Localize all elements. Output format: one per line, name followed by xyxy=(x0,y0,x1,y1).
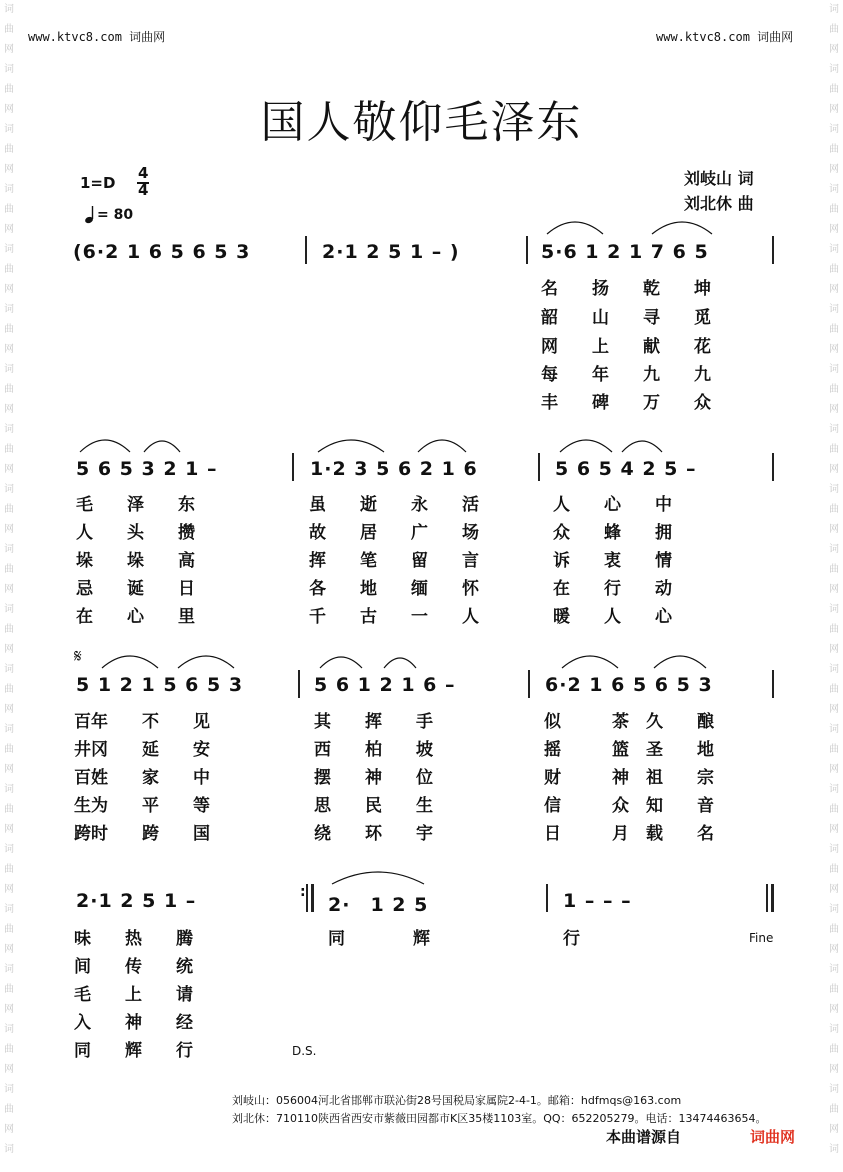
watermark-char: 词 xyxy=(829,124,839,135)
slur xyxy=(650,216,714,236)
composer-credit: 刘北休 曲 xyxy=(684,194,754,213)
lyric-line: 日 月 载 名 xyxy=(544,824,714,844)
quarter-note-icon xyxy=(84,205,96,229)
watermark-char: 曲 xyxy=(4,84,14,95)
watermark-char: 网 xyxy=(4,704,14,715)
watermark-char: 网 xyxy=(829,1004,839,1015)
slur xyxy=(100,650,160,670)
lyric-line: 同 辉 行 xyxy=(74,1041,193,1061)
lyric-line: 井冈 延 安 xyxy=(74,740,210,760)
watermark-char: 网 xyxy=(4,1004,14,1015)
watermark-char: 曲 xyxy=(829,804,839,815)
slur xyxy=(382,650,418,670)
watermark-char: 网 xyxy=(829,284,839,295)
watermark-char: 曲 xyxy=(4,1044,14,1055)
watermark-char: 网 xyxy=(4,944,14,955)
watermark-char: 曲 xyxy=(4,984,14,995)
watermark-char: 曲 xyxy=(829,1104,839,1115)
watermark-char: 词 xyxy=(4,244,14,255)
watermark-char: 曲 xyxy=(829,864,839,875)
watermark-char: 词 xyxy=(829,724,839,735)
lyric-line: 名 扬 乾 坤 xyxy=(541,279,711,299)
watermark-char: 网 xyxy=(4,884,14,895)
measure-notes: 1 – – – xyxy=(563,890,632,912)
watermark-char: 词 xyxy=(829,664,839,675)
lyric-line: 百姓 家 中 xyxy=(74,768,210,788)
lyric-line: 行 xyxy=(563,929,580,949)
watermark-char: 网 xyxy=(4,104,14,115)
lyric-line: 每 年 九 九 xyxy=(541,365,711,385)
measure-notes: 5·6 1 2 1 7 6 5 xyxy=(541,241,709,263)
watermark-char: 网 xyxy=(4,464,14,475)
watermark-char: 网 xyxy=(829,104,839,115)
lyric-line: 众 蜂 拥 xyxy=(553,523,672,543)
slur xyxy=(652,650,708,670)
watermark-char: 网 xyxy=(829,524,839,535)
watermark-char: 曲 xyxy=(4,864,14,875)
watermark-char: 网 xyxy=(4,44,14,55)
watermark-char: 曲 xyxy=(4,504,14,515)
watermark-char: 词 xyxy=(4,184,14,195)
lyricist-credit: 刘岐山 词 xyxy=(684,169,754,188)
watermark-char: 词 xyxy=(4,364,14,375)
barline xyxy=(528,670,530,698)
barline xyxy=(305,236,307,264)
barline xyxy=(292,453,294,481)
watermark-char: 网 xyxy=(829,164,839,175)
measure-notes: 5 1 2 1 5 6 5 3 xyxy=(76,674,244,696)
barline xyxy=(546,884,548,912)
time-signature-bottom: 4 xyxy=(138,181,149,199)
watermark-char: 曲 xyxy=(829,984,839,995)
watermark-char: 网 xyxy=(4,164,14,175)
repeat-dots: : xyxy=(300,884,306,900)
watermark-char: 网 xyxy=(4,404,14,415)
watermark-char: 网 xyxy=(4,1064,14,1075)
watermark-char: 词 xyxy=(4,4,14,15)
brand-logo[interactable]: 词曲网 xyxy=(750,1128,796,1146)
barline xyxy=(772,453,774,481)
watermark-char: 曲 xyxy=(829,564,839,575)
watermark-char: 曲 xyxy=(4,924,14,935)
slur xyxy=(620,434,664,454)
measure-notes: (6·2 1 6 5 6 5 3 xyxy=(73,241,251,263)
slur xyxy=(176,650,236,670)
watermark-char: 曲 xyxy=(4,444,14,455)
lyric-line: 信 众 知 音 xyxy=(544,796,714,816)
watermark-char: 网 xyxy=(829,644,839,655)
lyric-line: 摆 神 位 xyxy=(314,768,433,788)
watermark-char: 曲 xyxy=(4,24,14,35)
watermark-char: 词 xyxy=(4,964,14,975)
slur xyxy=(558,434,614,454)
watermark-char: 网 xyxy=(829,584,839,595)
lyric-line: 网 上 献 花 xyxy=(541,337,711,357)
watermark-char: 词 xyxy=(4,664,14,675)
watermark-char: 曲 xyxy=(4,624,14,635)
barline xyxy=(766,884,768,912)
watermark-char: 网 xyxy=(4,824,14,835)
slur xyxy=(78,434,132,454)
site-url-left[interactable]: www.ktvc8.com 词曲网 xyxy=(28,30,166,44)
watermark-char: 曲 xyxy=(4,564,14,575)
watermark-char: 曲 xyxy=(829,1044,839,1055)
right-watermark-strip xyxy=(827,0,841,1172)
barline xyxy=(538,453,540,481)
watermark-char: 词 xyxy=(4,1084,14,1095)
measure-notes: 2·1 2 5 1 – ) xyxy=(322,241,460,263)
watermark-char: 网 xyxy=(829,944,839,955)
watermark-char: 曲 xyxy=(829,264,839,275)
lyric-line: 韶 山 寻 觅 xyxy=(541,308,711,328)
watermark-char: 网 xyxy=(4,524,14,535)
watermark-char: 曲 xyxy=(829,744,839,755)
watermark-char: 词 xyxy=(4,1144,14,1155)
left-watermark-strip xyxy=(2,0,16,1172)
watermark-char: 曲 xyxy=(829,384,839,395)
watermark-char: 词 xyxy=(829,844,839,855)
watermark-char: 网 xyxy=(4,284,14,295)
tie xyxy=(330,866,426,886)
slur xyxy=(560,650,620,670)
watermark-char: 曲 xyxy=(829,444,839,455)
watermark-char: 曲 xyxy=(4,1104,14,1115)
lyric-line: 垛 垛 高 xyxy=(76,551,195,571)
watermark-char: 曲 xyxy=(4,144,14,155)
watermark-char: 词 xyxy=(4,904,14,915)
lyric-line: 西 柏 坡 xyxy=(314,740,433,760)
watermark-char: 网 xyxy=(4,584,14,595)
lyric-line: 诉 衷 情 xyxy=(553,551,672,571)
watermark-char: 词 xyxy=(829,424,839,435)
lyric-line: 摇 篮 圣 地 xyxy=(544,740,714,760)
source-label: 本曲谱源自 xyxy=(606,1128,682,1146)
watermark-char: 曲 xyxy=(4,804,14,815)
watermark-char: 词 xyxy=(829,364,839,375)
watermark-char: 词 xyxy=(4,604,14,615)
barline xyxy=(772,670,774,698)
watermark-char: 词 xyxy=(829,784,839,795)
barline xyxy=(772,236,774,264)
measure-notes: 1·2 3 5 6 2 1 6 xyxy=(310,458,478,480)
watermark-char: 曲 xyxy=(829,684,839,695)
lyric-line: 其 挥 手 xyxy=(314,712,433,732)
lyric-line: 在 心 里 xyxy=(76,607,195,627)
watermark-char: 词 xyxy=(4,784,14,795)
watermark-char: 网 xyxy=(829,884,839,895)
final-barline xyxy=(771,884,774,912)
lyric-line: 间 传 统 xyxy=(74,957,193,977)
measure-notes: 5 6 5 3 2 1 – xyxy=(76,458,218,480)
watermark-char: 曲 xyxy=(829,24,839,35)
lyric-line: 各 地 缅 怀 xyxy=(309,579,479,599)
watermark-char: 词 xyxy=(829,244,839,255)
repeat-barline xyxy=(311,884,314,912)
lyric-line: 挥 笔 留 言 xyxy=(309,551,479,571)
watermark-char: 词 xyxy=(4,724,14,735)
lyric-line: 似 茶 久 酿 xyxy=(544,712,714,732)
lyric-line: 毛 泽 东 xyxy=(76,495,195,515)
lyric-line: 在 行 动 xyxy=(553,579,672,599)
watermark-char: 词 xyxy=(4,64,14,75)
tempo-marking: = 80 xyxy=(97,207,134,223)
watermark-char: 词 xyxy=(4,1024,14,1035)
watermark-char: 网 xyxy=(829,824,839,835)
slur xyxy=(316,434,386,454)
watermark-char: 曲 xyxy=(4,264,14,275)
watermark-char: 曲 xyxy=(829,144,839,155)
watermark-char: 词 xyxy=(829,904,839,915)
footer-contact-composer: 刘北休：710110陕西省西安市紫薇田园都市K区35楼1103室。QQ：652205279。电话：13474463654。 xyxy=(232,1112,767,1125)
measure-notes: 2·1 2 5 1 – xyxy=(76,890,197,912)
watermark-char: 词 xyxy=(829,184,839,195)
watermark-char: 网 xyxy=(829,1064,839,1075)
lyric-line: 跨时 跨 国 xyxy=(74,824,210,844)
watermark-char: 词 xyxy=(829,484,839,495)
slur xyxy=(545,216,605,236)
watermark-char: 网 xyxy=(4,764,14,775)
watermark-char: 词 xyxy=(4,424,14,435)
lyric-line: 千 古 一 人 xyxy=(309,607,479,627)
ds-marking: D.S. xyxy=(292,1044,317,1058)
watermark-char: 词 xyxy=(829,1024,839,1035)
lyric-line: 味 热 腾 xyxy=(74,929,193,949)
watermark-char: 网 xyxy=(4,224,14,235)
watermark-char: 曲 xyxy=(829,924,839,935)
slur xyxy=(142,434,182,454)
lyric-line: 绕 环 宇 xyxy=(314,824,433,844)
watermark-char: 网 xyxy=(829,464,839,475)
lyric-line: 入 神 经 xyxy=(74,1013,193,1033)
watermark-char: 曲 xyxy=(829,324,839,335)
time-signature-top: 4 xyxy=(138,164,149,182)
segno-sign: 𝄋 xyxy=(74,646,82,667)
watermark-char: 曲 xyxy=(829,624,839,635)
watermark-char: 曲 xyxy=(4,384,14,395)
watermark-char: 词 xyxy=(4,844,14,855)
watermark-char: 曲 xyxy=(829,84,839,95)
watermark-char: 网 xyxy=(4,644,14,655)
lyric-line: 百年 不 见 xyxy=(74,712,210,732)
barline xyxy=(526,236,528,264)
lyric-line: 生为 平 等 xyxy=(74,796,210,816)
watermark-char: 曲 xyxy=(4,684,14,695)
watermark-char: 曲 xyxy=(4,324,14,335)
watermark-char: 词 xyxy=(829,964,839,975)
lyric-line: 思 民 生 xyxy=(314,796,433,816)
lyric-line: 故 居 广 场 xyxy=(309,523,479,543)
watermark-char: 网 xyxy=(829,764,839,775)
watermark-char: 网 xyxy=(829,1124,839,1135)
lyric-line: 忌 诞 日 xyxy=(76,579,195,599)
watermark-char: 词 xyxy=(829,604,839,615)
watermark-char: 词 xyxy=(829,1084,839,1095)
watermark-char: 网 xyxy=(4,344,14,355)
lyric-line: 丰 碑 万 众 xyxy=(541,393,711,413)
measure-notes: 5 6 5 4 2 5 – xyxy=(555,458,697,480)
slur xyxy=(318,650,364,670)
lyric-line: 虽 逝 永 活 xyxy=(309,495,479,515)
lyric-line: 人 心 中 xyxy=(553,495,672,515)
footer-contact-lyricist: 刘岐山：056004河北省邯郸市联沁街28号国税局家属院2-4-1。邮箱：hdfmqs@163.com xyxy=(232,1094,682,1107)
key-signature: 1=D xyxy=(80,174,116,192)
watermark-char: 词 xyxy=(4,544,14,555)
barline xyxy=(298,670,300,698)
watermark-char: 曲 xyxy=(829,504,839,515)
lyric-line: 暖 人 心 xyxy=(553,607,672,627)
watermark-char: 词 xyxy=(829,1144,839,1155)
watermark-char: 词 xyxy=(829,304,839,315)
watermark-char: 词 xyxy=(4,124,14,135)
lyric-line: 毛 上 请 xyxy=(74,985,193,1005)
song-title: 国人敬仰毛泽东 xyxy=(260,97,583,148)
measure-notes: 6·2 1 6 5 6 5 3 xyxy=(545,674,713,696)
watermark-char: 网 xyxy=(4,1124,14,1135)
watermark-char: 网 xyxy=(829,224,839,235)
fine-marking: Fine xyxy=(749,931,774,945)
barline xyxy=(306,884,308,912)
watermark-char: 网 xyxy=(829,44,839,55)
watermark-char: 词 xyxy=(829,544,839,555)
watermark-char: 词 xyxy=(4,484,14,495)
watermark-char: 曲 xyxy=(829,204,839,215)
measure-notes: 2· 1 2 5 xyxy=(328,894,429,916)
watermark-char: 词 xyxy=(4,304,14,315)
measure-notes: 5 6 1 2 1 6 – xyxy=(314,674,456,696)
watermark-char: 词 xyxy=(829,64,839,75)
slur xyxy=(416,434,468,454)
lyric-line: 同 辉 xyxy=(328,929,430,949)
watermark-char: 曲 xyxy=(4,744,14,755)
lyric-line: 人 头 攒 xyxy=(76,523,195,543)
lyric-line: 财 神 祖 宗 xyxy=(544,768,714,788)
watermark-char: 网 xyxy=(829,704,839,715)
watermark-char: 网 xyxy=(829,404,839,415)
site-url-right[interactable]: www.ktvc8.com 词曲网 xyxy=(656,30,794,44)
watermark-char: 词 xyxy=(829,4,839,15)
watermark-char: 网 xyxy=(829,344,839,355)
watermark-char: 曲 xyxy=(4,204,14,215)
